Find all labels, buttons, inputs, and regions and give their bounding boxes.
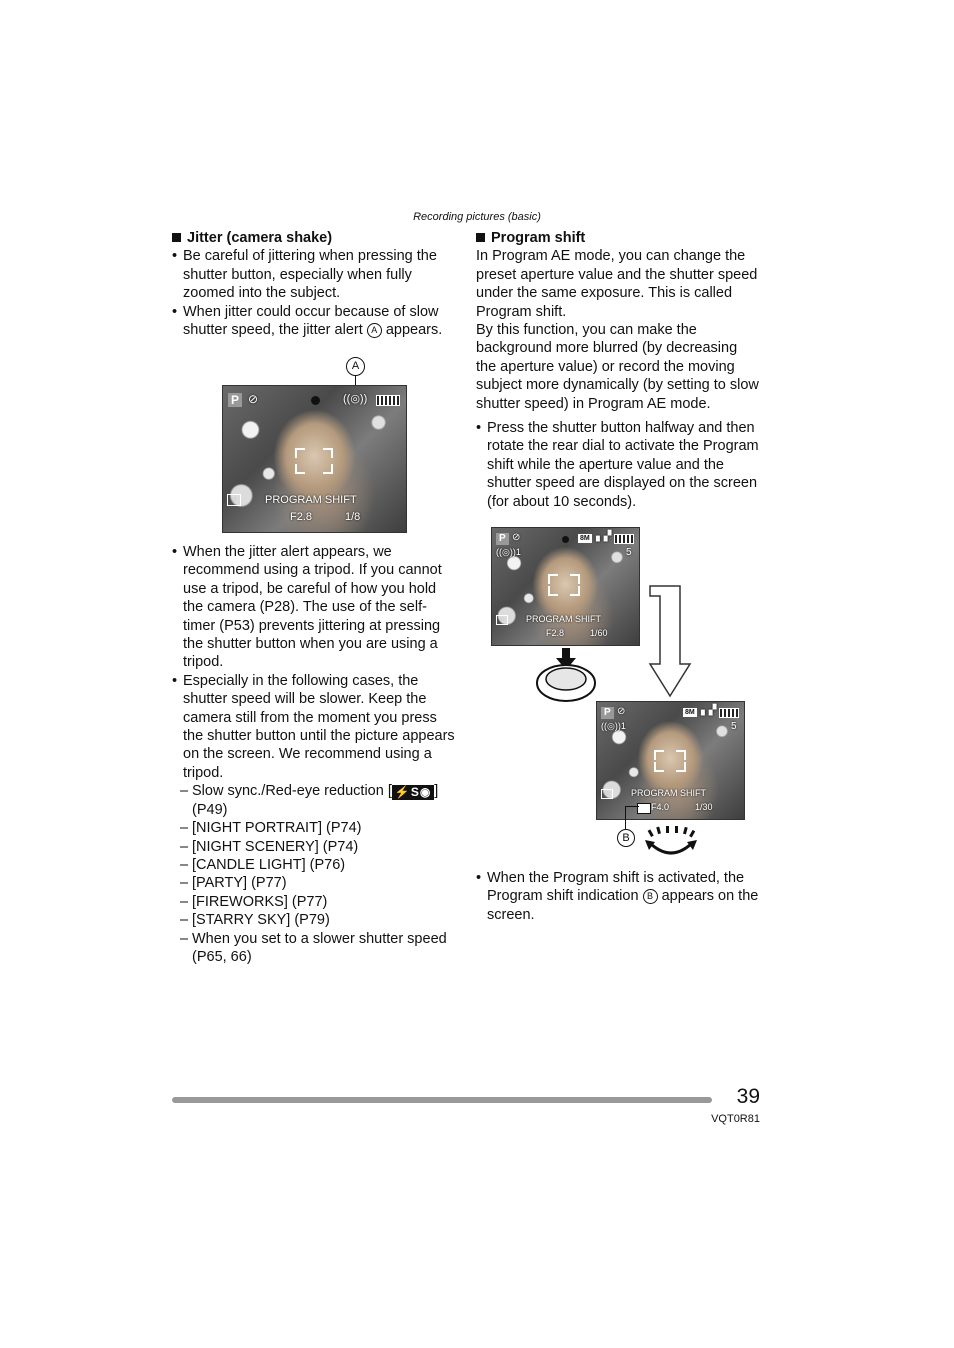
stabilizer-icon: ((◎))1 bbox=[601, 721, 626, 731]
aperture-value: F4.0 bbox=[651, 802, 670, 812]
program-shift-heading: Program shift bbox=[476, 229, 761, 247]
aperture-value: F2.8 bbox=[290, 511, 313, 523]
jitter-alert-icon: ((◎)) bbox=[343, 393, 368, 405]
transition-arrow-icon bbox=[648, 584, 692, 698]
slow-case-item: – [PARTY] (P77) bbox=[180, 875, 287, 892]
slow-case-item: – [CANDLE LIGHT] (P76) bbox=[180, 856, 346, 873]
slow-case-item: – When you set to a slower shutter speed (P65, 66) bbox=[180, 930, 447, 965]
mode-badge: P bbox=[601, 707, 614, 719]
marker-a: A bbox=[367, 323, 382, 338]
metering-icon: · bbox=[496, 615, 508, 625]
footer-rule bbox=[172, 1097, 712, 1103]
section-header: Recording pictures (basic) bbox=[413, 211, 541, 223]
quality-icon: ▖▞ bbox=[701, 705, 717, 716]
square-bullet-icon bbox=[172, 233, 181, 242]
page-number: 39 bbox=[736, 1085, 760, 1108]
rear-dial-icon bbox=[643, 824, 699, 862]
picture-size-icon: 8M bbox=[685, 709, 695, 716]
left-column-lower bbox=[172, 543, 457, 966]
slow-case-item: – [FIREWORKS] (P77) bbox=[180, 893, 328, 910]
camera-screen-jitter bbox=[222, 385, 407, 533]
focus-indicator-icon bbox=[311, 396, 320, 405]
jitter-bullet-3: • When the jitter alert appears, we recommend using a tripod. If you cannot use a tripod, be careful of how you hold the camera (P28). The use of the self-timer (P53) prevents jittering at pressing the shutter button when you are using a tripod. bbox=[172, 543, 457, 672]
battery-icon bbox=[719, 708, 739, 718]
remaining-count: 5 bbox=[731, 721, 737, 732]
slow-sync-red-eye-icon: ⚡S◉ bbox=[392, 785, 434, 800]
program-shift-para-2: By this function, you can make the background more blurred (by decreasing the aperture value) or record the moving subject more dynamically (by setting to slow shutter speed) in Program AE mode. bbox=[476, 322, 759, 412]
square-bullet-icon bbox=[476, 233, 485, 242]
program-shift-label: PROGRAM SHIFT bbox=[631, 788, 707, 798]
document-code: VQT0R81 bbox=[711, 1113, 760, 1125]
right-column bbox=[476, 229, 761, 511]
slow-cases-list bbox=[172, 782, 457, 966]
slow-case-item: – [STARRY SKY] (P79) bbox=[180, 912, 330, 929]
shutter-button-illustration bbox=[534, 648, 598, 704]
button-top bbox=[546, 668, 586, 690]
slow-case-item: – Slow sync./Red-eye reduction [ ⚡S◉ ] (P49) bbox=[180, 783, 439, 818]
focus-frame bbox=[654, 750, 686, 772]
program-shift-para-1: In Program AE mode, you can change the preset aperture value and the shutter speed under the same exposure. This is called Program shift. bbox=[476, 248, 758, 320]
metering-icon: · bbox=[227, 494, 241, 506]
camera-screen-after bbox=[596, 701, 745, 820]
marker-b: B bbox=[643, 889, 658, 904]
metering-icon: · bbox=[601, 789, 613, 799]
jitter-bullet-1: • Be careful of jittering when pressing the shutter button, especially when fully zoomed into the subject. bbox=[172, 247, 457, 302]
aperture-value: F2.8 bbox=[546, 628, 565, 638]
press-arrow-shaft bbox=[562, 648, 570, 658]
focus-frame bbox=[548, 574, 580, 596]
stabilizer-icon: ((◎))1 bbox=[496, 547, 521, 557]
flash-off-icon: ⊘ bbox=[248, 392, 259, 406]
program-shift-label: PROGRAM SHIFT bbox=[265, 494, 357, 506]
slow-case-item: – [NIGHT PORTRAIT] (P74) bbox=[180, 820, 362, 837]
mode-badge: P bbox=[228, 393, 242, 407]
flash-off-icon: ⊘ bbox=[617, 706, 626, 717]
callout-line bbox=[625, 806, 639, 807]
jitter-bullet-2: • When jitter could occur because of slow shutter speed, the jitter alert A appears. bbox=[172, 303, 457, 340]
remaining-count: 5 bbox=[626, 547, 632, 558]
left-column bbox=[172, 229, 457, 339]
battery-icon bbox=[614, 534, 634, 544]
callout-line bbox=[625, 806, 626, 829]
focus-frame bbox=[295, 448, 333, 474]
camera-screen-before bbox=[491, 527, 640, 646]
program-shift-indicator-icon bbox=[637, 803, 651, 814]
mode-badge: P bbox=[496, 533, 509, 545]
quality-icon: ▖▞ bbox=[596, 531, 612, 542]
jitter-bullet-4: • Especially in the following cases, the shutter speed will be slower. Keep the camera still from the moment you press the shutter button until the picture appears on the screen. We recommend using a tripod. bbox=[172, 672, 457, 782]
slow-case-item: – [NIGHT SCENERY] (P74) bbox=[180, 838, 359, 855]
shutter-value: 1/30 bbox=[695, 802, 713, 812]
program-shift-label: PROGRAM SHIFT bbox=[526, 614, 602, 624]
program-shift-bullet-2: • When the Program shift is activated, the Program shift indication B appears on the screen. bbox=[476, 869, 761, 924]
flash-off-icon: ⊘ bbox=[512, 532, 521, 543]
marker-a-callout: A bbox=[346, 357, 365, 376]
battery-icon bbox=[376, 395, 400, 406]
focus-indicator-icon bbox=[562, 536, 569, 543]
jitter-heading: Jitter (camera shake) bbox=[172, 229, 457, 247]
shutter-value: 1/8 bbox=[345, 511, 361, 523]
program-shift-bullet-1: • Press the shutter button halfway and then rotate the rear dial to activate the Program shift while the aperture value and the shutter speed are displayed on the screen (for about 10 seconds). bbox=[476, 419, 761, 511]
picture-size-icon: 8M bbox=[580, 535, 590, 542]
marker-b-callout: B bbox=[617, 829, 635, 847]
right-column-lower bbox=[476, 869, 761, 924]
shutter-value: 1/60 bbox=[590, 628, 608, 638]
